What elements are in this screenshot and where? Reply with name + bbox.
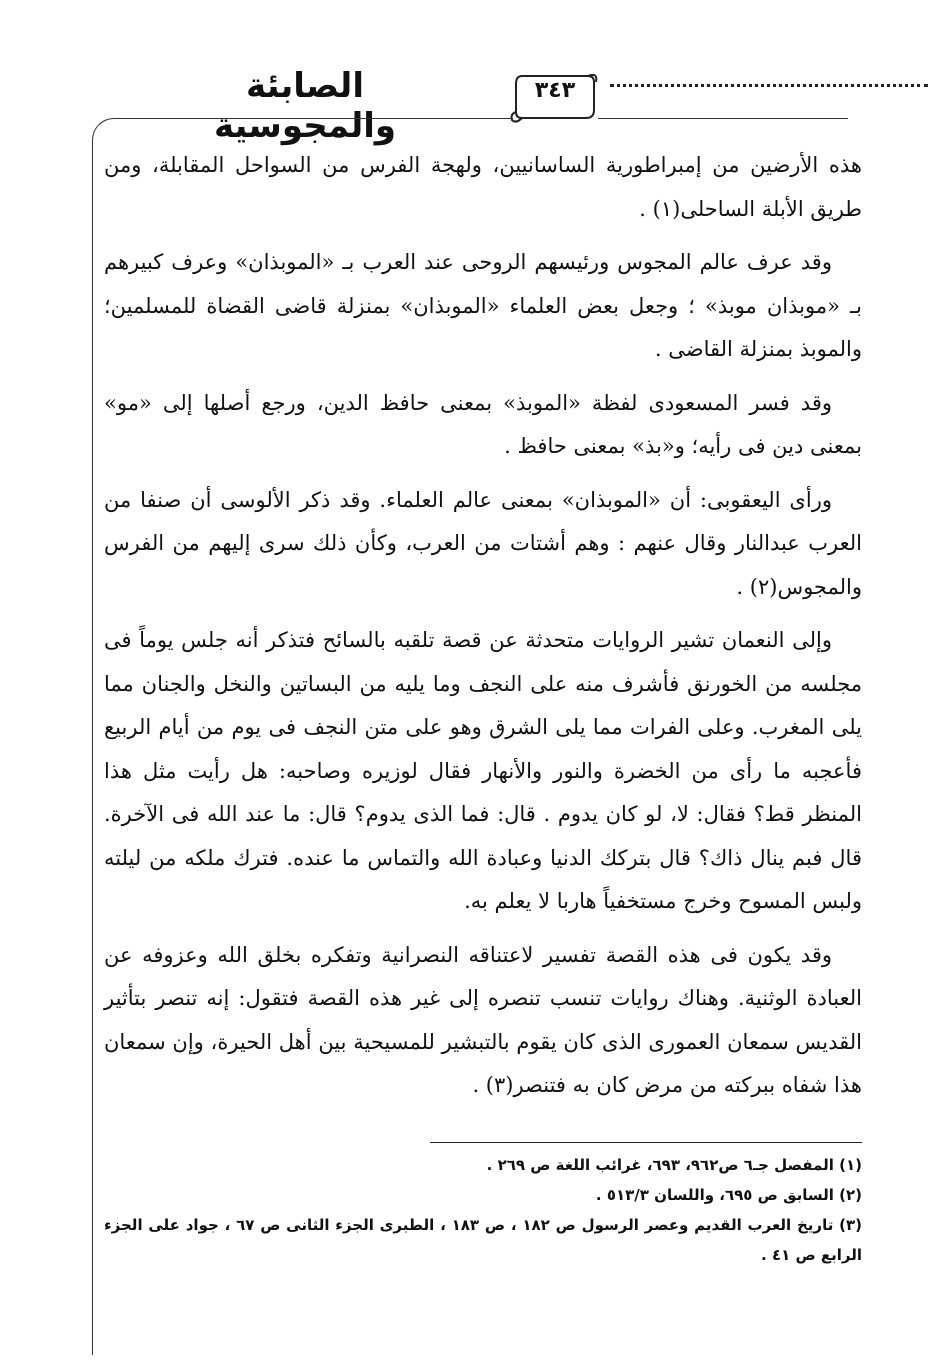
paragraph: وقد فسر المسعودى لفظة «الموبذ» بمعنى حافظ الدين، ورجع أصلها إلى «مو» بمعنى دين فى رأيه؛ و«بذ» بمعنى حافظ . [104,390,862,458]
running-header-title: الصابئة والمجوسية [213,66,397,146]
footnote: (١) المفصل جـ٦ ص٩٦٢، ٦٩٣، غرائب اللغة ص ٢٦٩ . [486,1156,862,1174]
footnote: (٢) السابق ص ٦٩٥، واللسان ٥١٣/٣ . [595,1186,862,1204]
paragraph: وقد يكون فى هذه القصة تفسير لاعتناقه النصرانية وتفكره بخلق الله وعزوفه عن العبادة الوثنية. وهناك روايات تنسب تنصره إلى غير هذه القصة فتقول: إنه تنصر بتأثير القديس سمعان العمورى الذى كان يقوم بالتبشير للمسيحية بين أهل الحيرة، وإن سمعان هذا شفاه ببركته من مرض كان به فتنصر(٣) . [104,942,862,1097]
footnote-separator [430,1142,862,1143]
footnotes [104,1150,862,1270]
footnote: (٣) تاريخ العرب القديم وعصر الرسول ص ١٨٢ ، ص ١٨٣ ، الطبرى الجزء الثانى ص ٦٧ ، جواد على الجزء الرابع ص ٤١ . [104,1216,863,1264]
paragraph: ورأى اليعقوبى: أن «الموبذان» بمعنى عالم العلماء. وقد ذكر الألوسى أن صنفا من العرب عبدالنار وقال عنهم : وهم أشتات من العرب، وكأن ذلك سرى إليهم من الفرس والمجوس(٢) . [104,487,862,599]
frame-left-rule [92,150,93,1355]
paragraph: هذه الأرضين من إمبراطورية الساسانيين، ولهجة الفرس من السواحل المقابلة، ومن طريق الأبلة الساحلى(١) . [104,153,862,221]
paragraph: وقد عرف عالم المجوس ورئيسهم الروحى عند العرب بـ «الموبذان» وعرف كبيرهم بـ «موبذان موبذ» ؛ وجعل بعض العلماء «الموبذان» بمنزلة قاضى القضاة للمسلمين؛ والموبذ بمنزلة القاضى . [104,250,862,361]
paragraph: وإلى النعمان تشير الروايات متحدثة عن قصة تلقبه بالسائح فتذكر أنه جلس يوماً فى مجلسه من الخورنق فأشرف منه على النجف وما يليه من البساتين والنخل والجنان مما يلى المغرب. وعلى الفرات مما يلى الشرق وهو على متن النجف فى يوم من أيام الربيع فأعجبه ما رأى من الخضرة والنور والأنهار فقال لوزيره وصاحبه: هل رأيت مثل هذا المنظر قط؟ فقال: لا، لو كان يدوم . قال: فما الذى يدوم؟ قال: ما عند الله فى الآخرة. قال فبم ينال ذاك؟ قال بتركك الدنيا وعبادة الله والتماس ما عنده. فترك ملكه من ليلته ولبس المسوح وخرج مستخفياً هاربا لا يعلم به. [104,628,862,913]
page-number: ٣٤٣ [534,78,576,103]
header-dotted-rule [610,84,928,87]
frame-top-rule [598,118,848,119]
main-text [104,144,862,1118]
